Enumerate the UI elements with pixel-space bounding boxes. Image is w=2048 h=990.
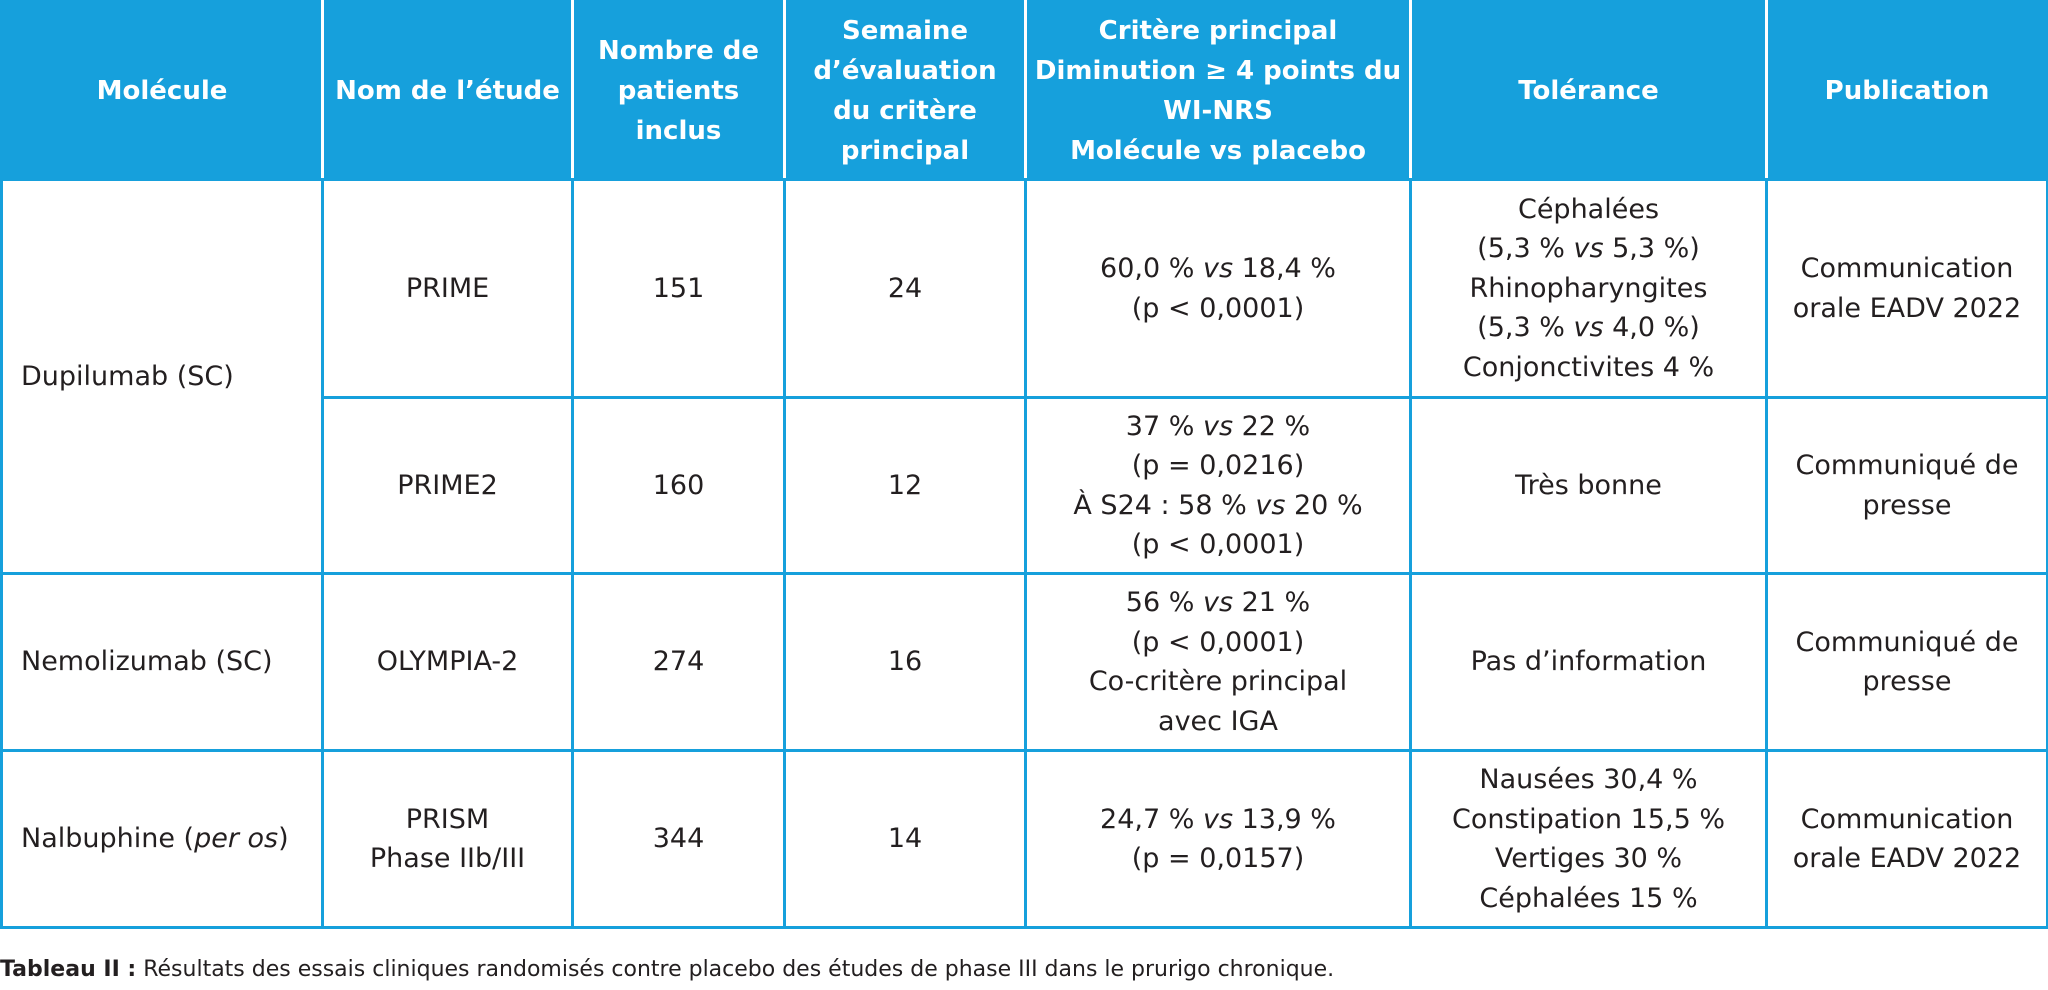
table-caption: [0, 956, 1334, 984]
cell-tolerance: Nausées 30,4 % Constipation 15,5 % Vertiges 30 % Céphalées 15 %: [1411, 751, 1767, 928]
header-primary-criterion: Critère principal Diminution ≥ 4 points du WI-NRS Molécule vs placebo: [1026, 2, 1411, 180]
header-molecule: Molécule: [2, 2, 323, 180]
cell-criterion: 56 % vs 21 % (p < 0,0001) Co-critère principal avec IGA: [1026, 574, 1411, 751]
cell-molecule-nalbuphine: Nalbuphine (per os): [2, 751, 323, 928]
cell-patients: 274: [573, 574, 785, 751]
table-body: [2, 180, 2048, 928]
cell-study: PRIME: [323, 180, 573, 398]
cell-patients: 160: [573, 398, 785, 574]
header-study-name: Nom de l’étude: [323, 2, 573, 180]
caption-text: Résultats des essais cliniques randomisés contre placebo des études de phase III dans le prurigo chronique.: [136, 957, 1335, 982]
cell-publication: Communication orale EADV 2022: [1767, 751, 2048, 928]
cell-criterion: 37 % vs 22 % (p = 0,0216) À S24 : 58 % vs 20 % (p < 0,0001): [1026, 398, 1411, 574]
cell-week: 24: [785, 180, 1026, 398]
cell-criterion: 60,0 % vs 18,4 % (p < 0,0001): [1026, 180, 1411, 398]
header-tolerance: Tolérance: [1411, 2, 1767, 180]
cell-molecule-nemolizumab: Nemolizumab (SC): [2, 574, 323, 751]
cell-tolerance: Très bonne: [1411, 398, 1767, 574]
header-publication: Publication: [1767, 2, 2048, 180]
cell-publication: Communiqué de presse: [1767, 398, 2048, 574]
header-evaluation-week: Semaine d’évaluation du critère principal: [785, 2, 1026, 180]
cell-patients: 151: [573, 180, 785, 398]
header-patients-count: Nombre de patients inclus: [573, 2, 785, 180]
cell-tolerance: Pas d’information: [1411, 574, 1767, 751]
cell-study: PRIME2: [323, 398, 573, 574]
cell-study: OLYMPIA-2: [323, 574, 573, 751]
cell-molecule-dupilumab: Dupilumab (SC): [2, 180, 323, 574]
cell-week: 16: [785, 574, 1026, 751]
cell-publication: Communiqué de presse: [1767, 574, 2048, 751]
cell-patients: 344: [573, 751, 785, 928]
header-row: [2, 2, 2048, 180]
cell-week: 14: [785, 751, 1026, 928]
cell-week: 12: [785, 398, 1026, 574]
cell-publication: Communication orale EADV 2022: [1767, 180, 2048, 398]
table-header: [2, 2, 2048, 180]
cell-criterion: 24,7 % vs 13,9 % (p = 0,0157): [1026, 751, 1411, 928]
table-row: [2, 751, 2048, 928]
cell-study: PRISM Phase IIb/III: [323, 751, 573, 928]
table-row: [2, 180, 2048, 398]
caption-label: Tableau II :: [0, 957, 137, 982]
cell-tolerance: Céphalées (5,3 % vs 5,3 %) Rhinopharyngites (5,3 % vs 4,0 %) Conjonctivites 4 %: [1411, 180, 1767, 398]
table-row: [2, 574, 2048, 751]
